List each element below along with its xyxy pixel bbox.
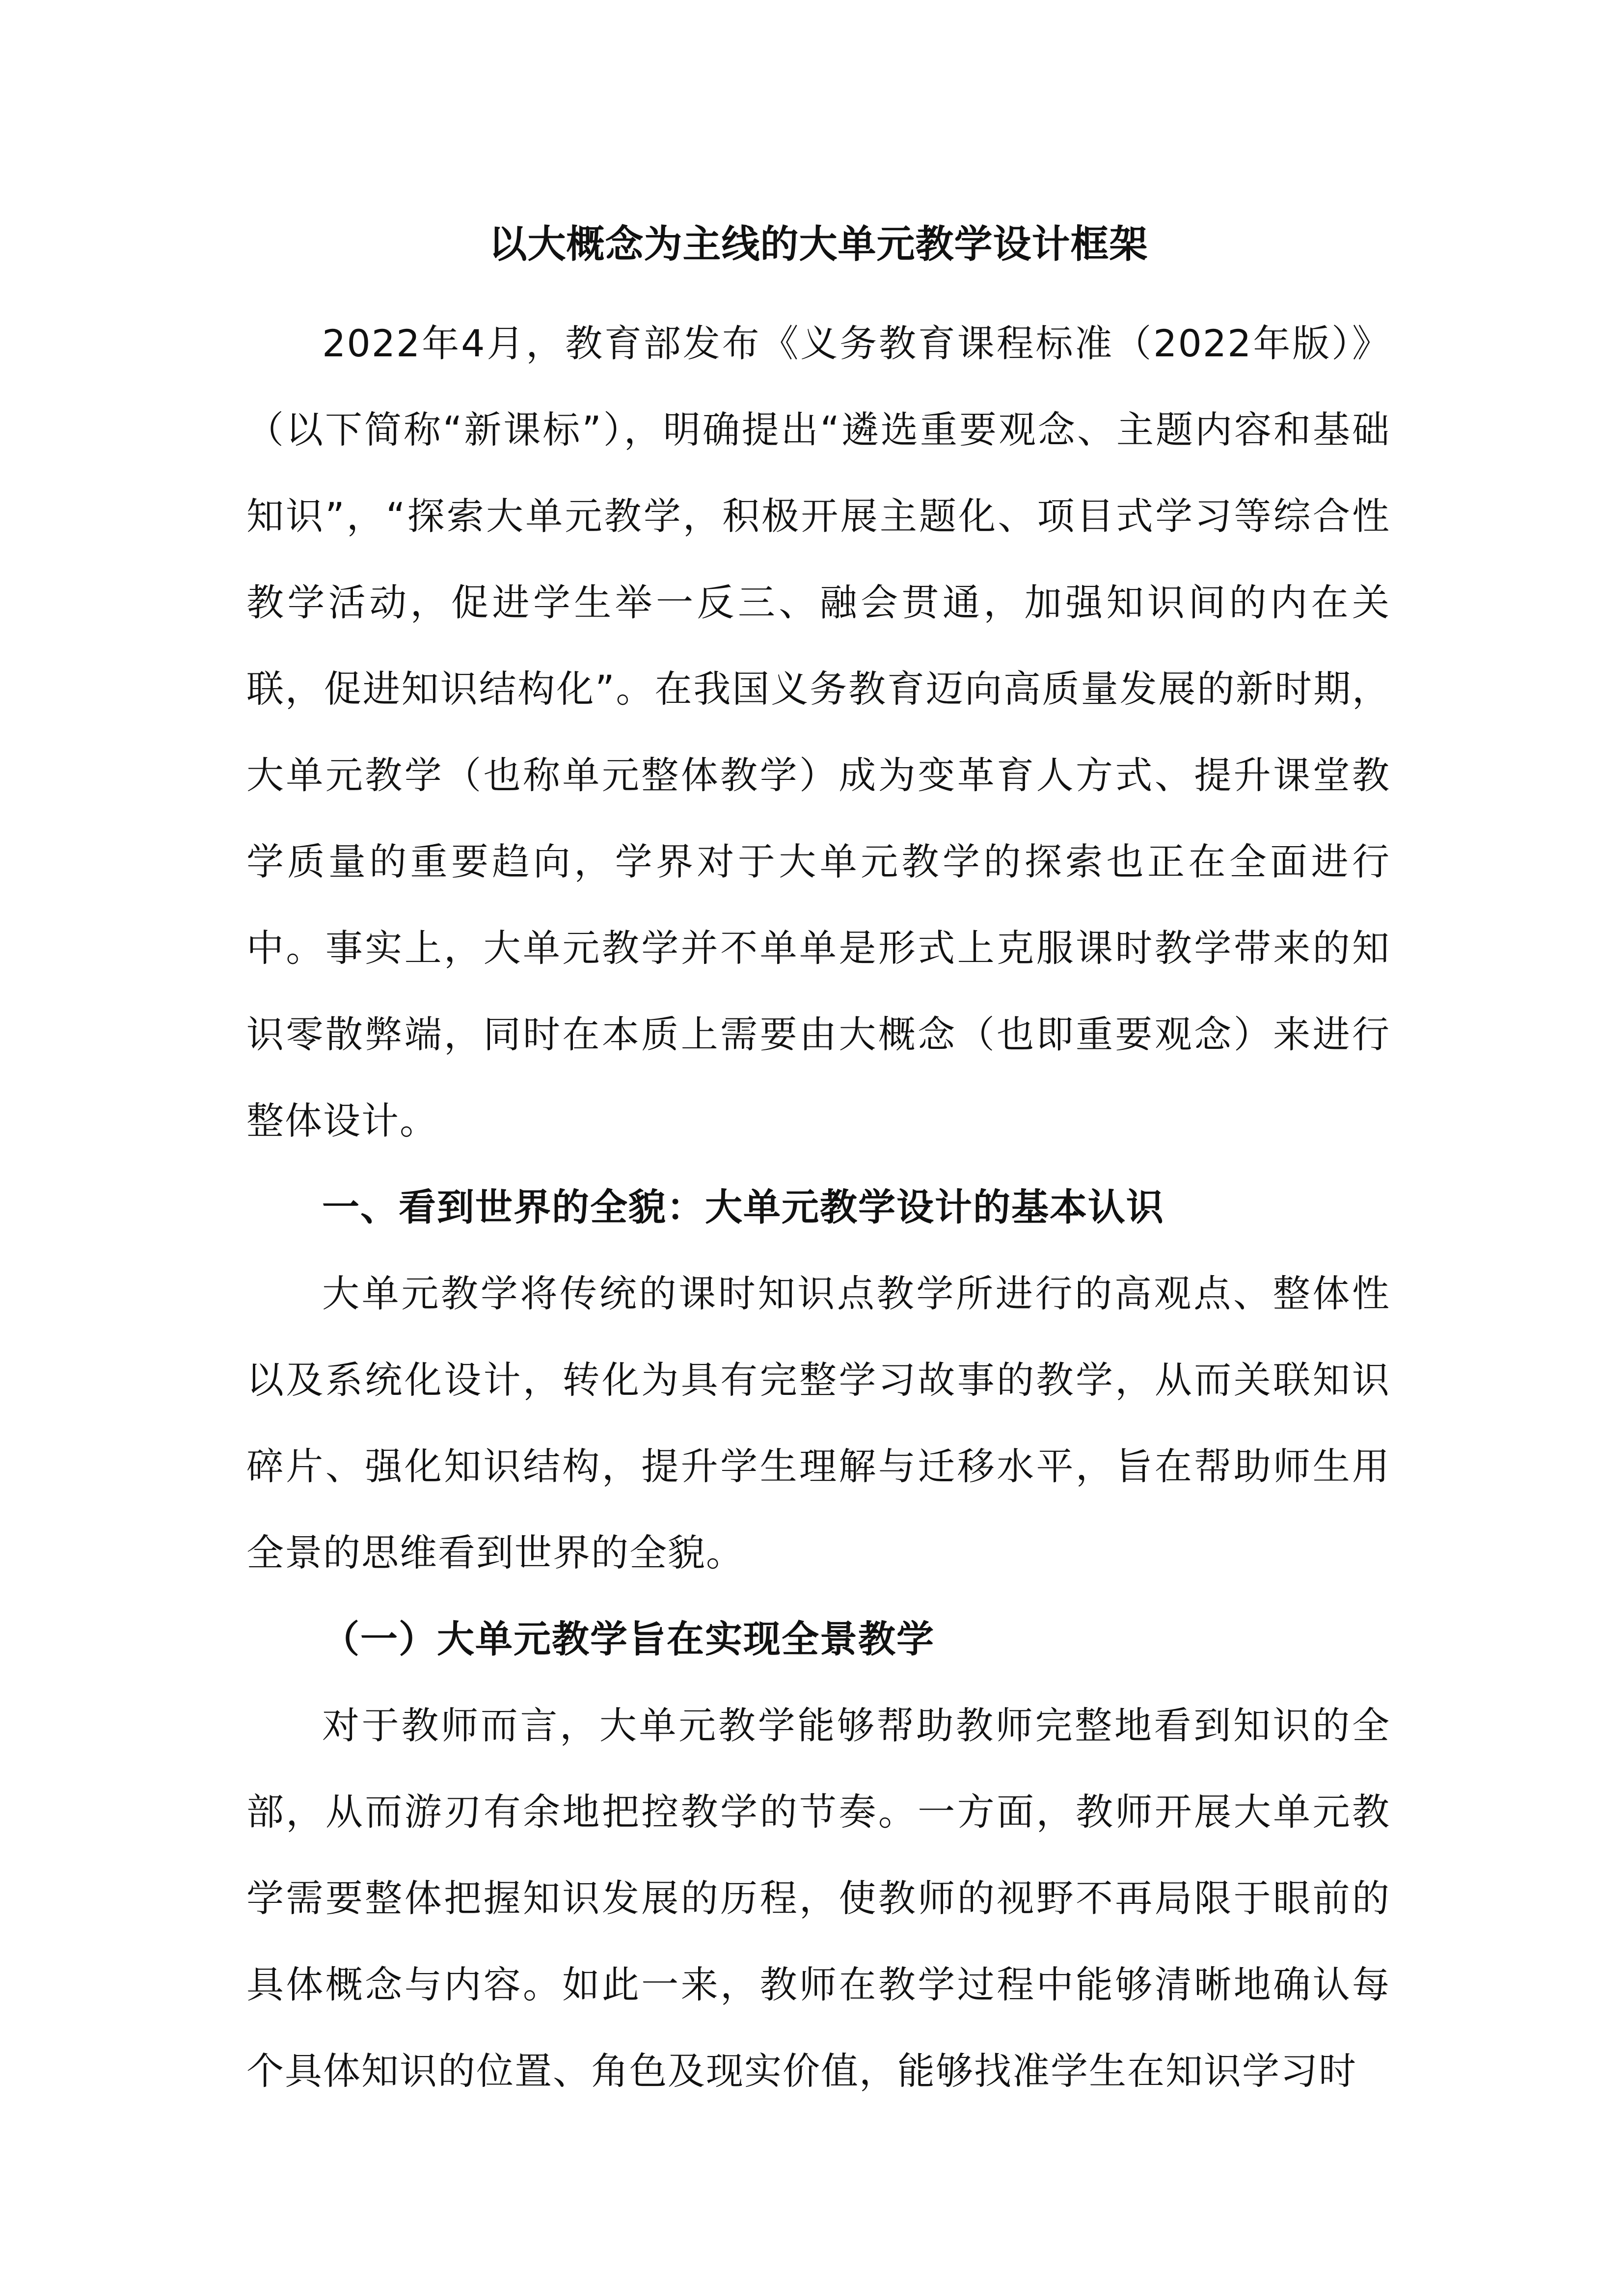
paragraph-subsection-1: 对于教师而言，大单元教学能够帮助教师完整地看到知识的全部，从而游刃有余地把控教学的节奏。一方面，教师开展大单元教学需要整体把握知识发展的历程，使教师的视野不再局限于眼前的具体概念与内容。如此一来，教师在教学过程中能够清晰地确认每个具体知识的位置、角色及现实价值，能够找准学生在知识学习时 bbox=[246, 1704, 1390, 2093]
paragraph-intro: 2022年4月，教育部发布《义务教育课程标准（2022年版）》（以下简称“新课标”），明确提出“遴选重要观念、主题内容和基础知识”，“探索大单元教学，积极开展主题化、项目式学习等综合性教学活动，促进学生举一反三、融会贯通，加强知识间的内在关联，促进知识结构化”。在我国义务教育迈向高质量发展的新时期，大单元教学（也称单元整体教学）成为变革育人方式、提升课堂教学质量的重要趋向，学界对于大单元教学的探索也正在全面进行中。事实上，大单元教学并不单单是形式上克服课时教学带来的知识零散弊端，同时在本质上需要由大概念（也即重要观念）来进行整体设计。 bbox=[246, 321, 1390, 1143]
section-heading-1: 一、看到世界的全貌：大单元教学设计的基本认识 bbox=[322, 1185, 1164, 1229]
paragraph-section-1: 大单元教学将传统的课时知识点教学所进行的高观点、整体性以及系统化设计，转化为具有完整学习故事的教学，从而关联知识碎片、强化知识结构，提升学生理解与迁移水平，旨在帮助师生用全景的思维看到世界的全貌。 bbox=[246, 1272, 1390, 1575]
document-title: 以大概念为主线的大单元教学设计框架 bbox=[488, 222, 1148, 267]
subsection-heading-1: （一）大单元教学旨在实现全景教学 bbox=[322, 1617, 935, 1661]
